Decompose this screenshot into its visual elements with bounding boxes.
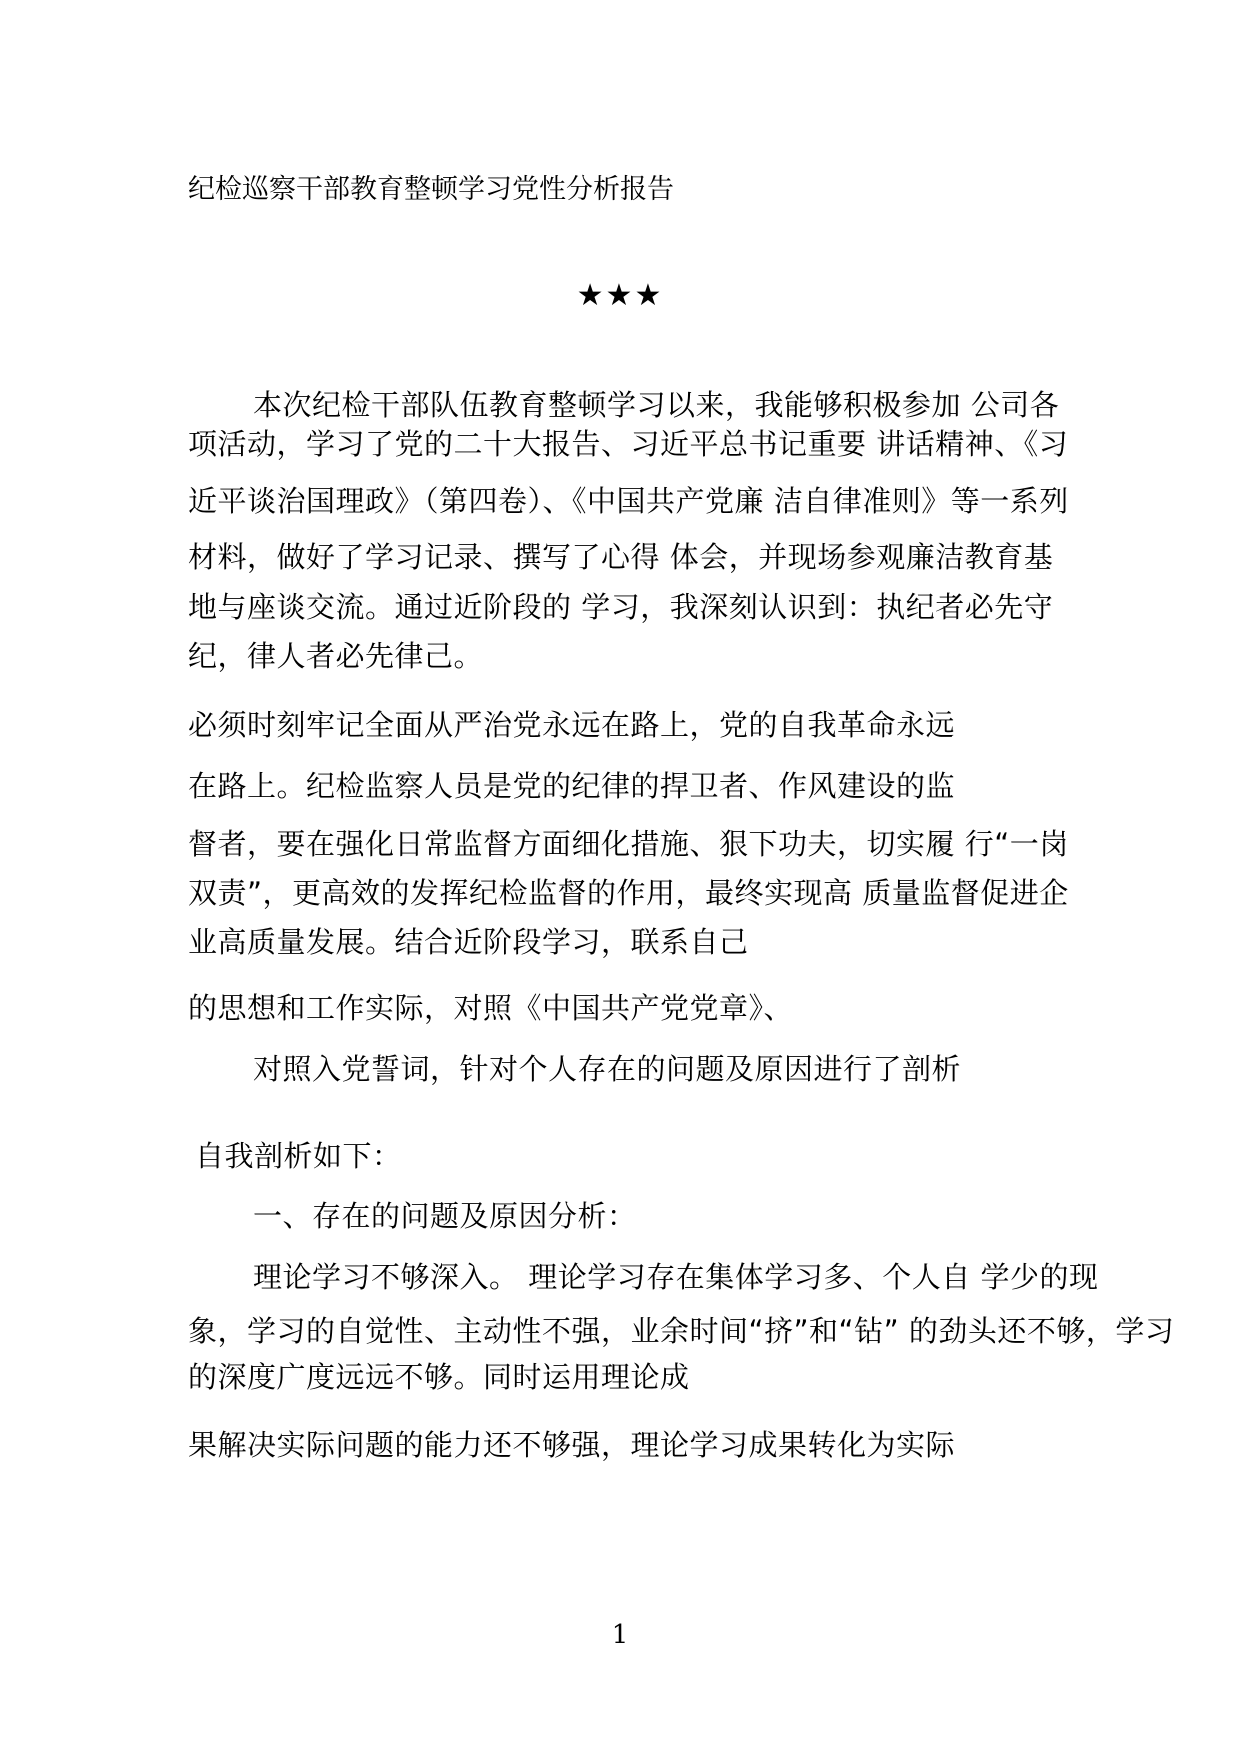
separator-stars: ★★★ <box>576 278 664 313</box>
paragraph-line: 督者，要在强化日常监督方面细化措施、狠下功夫，切实履 行“一岗 <box>188 827 1069 861</box>
paragraph-line: 的思想和工作实际，对照《中国共产党党章》、 <box>188 991 794 1025</box>
section-intro: 自我剖析如下： <box>195 1139 402 1173</box>
paragraph-line: 象，学习的自觉性、主动性不强，业余时间“挤”和“钻” 的劲头还不够，学习 <box>188 1314 1175 1348</box>
paragraph-line: 材料，做好了学习记录、撰写了心得 体会，并现场参观廉洁教育基 <box>188 540 1054 574</box>
paragraph-line: 纪，律人者必先律己。 <box>188 639 484 673</box>
paragraph-line: 果解决实际问题的能力还不够强，理论学习成果转化为实际 <box>188 1428 956 1462</box>
paragraph-line: 必须时刻牢记全面从严治党永远在路上，党的自我革命永远 <box>188 708 956 742</box>
paragraph-line: 本次纪检干部队伍教育整顿学习以来，我能够积极参加 公司各 <box>253 388 1060 422</box>
document-title: 纪检巡察干部教育整顿学习党性分析报告 <box>188 174 674 205</box>
paragraph-line: 的深度广度远远不够。同时运用理论成 <box>188 1360 690 1394</box>
paragraph-line: 在路上。纪检监察人员是党的纪律的捍卫者、作风建设的监 <box>188 769 956 803</box>
paragraph-line: 对照入党誓词，针对个人存在的问题及原因进行了剖析 <box>253 1052 962 1086</box>
paragraph-line: 双责”，更高效的发挥纪检监督的作用，最终实现高 质量监督促进企 <box>188 876 1069 910</box>
paragraph-line: 理论学习不够深入。 理论学习存在集体学习多、个人自 学少的现 <box>253 1260 1099 1294</box>
paragraph-line: 业高质量发展。结合近阶段学习，联系自己 <box>188 925 749 959</box>
page-number: 1 <box>611 1620 629 1650</box>
section-heading: 一、存在的问题及原因分析： <box>253 1199 637 1233</box>
paragraph-line: 地与座谈交流。通过近阶段的 学习，我深刻认识到：执纪者必先守 <box>188 590 1054 624</box>
paragraph-line: 近平谈治国理政》（第四卷）、《中国共产党廉 洁自律准则》等一系列 <box>188 484 1069 518</box>
paragraph-line: 项活动，学习了党的二十大报告、习近平总书记重要 讲话精神、《习 <box>188 427 1069 461</box>
